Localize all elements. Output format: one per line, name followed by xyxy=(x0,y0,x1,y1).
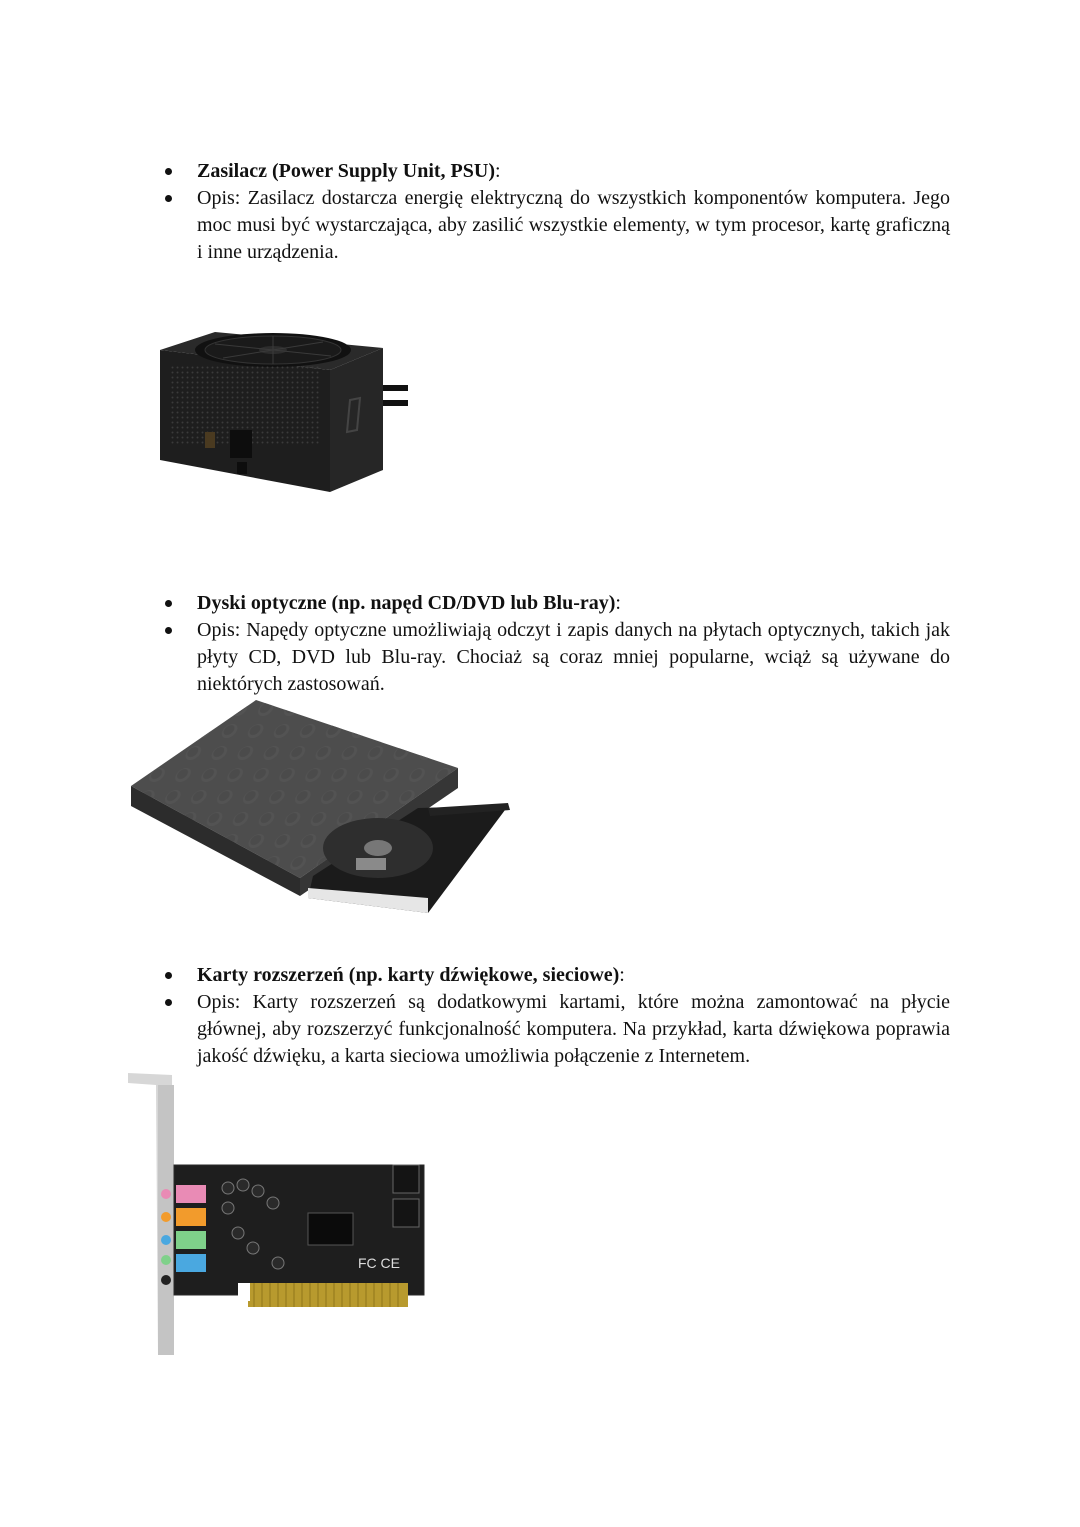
optical-description: Opis: Napędy optyczne umożliwiają odczyt i zapis danych na płytach optycznych, takich jak płyty CD, DVD lub Blu-ray. Chociaż są coraz mniej popularne, wciąż są używane do niektórych zastosowań. xyxy=(197,619,950,695)
section-optical xyxy=(165,590,950,698)
expansion-description-item xyxy=(165,989,950,1070)
bullet-icon xyxy=(165,999,172,1006)
expansion-title: Karty rozszerzeń (np. karty dźwiękowe, sieciowe) xyxy=(197,964,620,986)
optical-drive-image xyxy=(128,698,513,933)
optical-description-item xyxy=(165,617,950,698)
card-label: FC CE xyxy=(358,1255,400,1271)
psu-description: Opis: Zasilacz dostarcza energię elektryczną do wszystkich komponentów komputera. Jego moc musi być wystarczająca, aby zasilić wszystkie elementy, w tym procesor, kartę graficzną i inne urządzenia. xyxy=(197,187,950,263)
power-supply-image xyxy=(155,330,415,500)
bullet-icon xyxy=(165,195,172,202)
psu-title-item: Zasilacz (Power Supply Unit, PSU): xyxy=(165,158,950,185)
bullet-icon xyxy=(165,168,172,175)
bullet-icon xyxy=(165,627,172,634)
bullet-icon xyxy=(165,972,172,979)
section-expansion xyxy=(165,962,950,1070)
expansion-description: Opis: Karty rozszerzeń są dodatkowymi kartami, które można zamontować na płycie głównej, aby rozszerzyć funkcjonalność komputera. Na przykład, karta dźwiękowa poprawia jakość dźwięku, a karta sieciowa umożliwia połączenie z Internetem. xyxy=(197,991,950,1067)
bullet-icon xyxy=(165,600,172,607)
psu-title: Zasilacz (Power Supply Unit, PSU) xyxy=(197,160,495,182)
section-psu xyxy=(165,158,950,266)
optical-title: Dyski optyczne (np. napęd CD/DVD lub Blu-ray) xyxy=(197,592,616,614)
expansion-title-item: Karty rozszerzeń (np. karty dźwiękowe, sieciowe): xyxy=(165,962,950,989)
psu-description-item xyxy=(165,185,950,266)
sound-card-image xyxy=(128,1073,428,1358)
optical-title-item: Dyski optyczne (np. napęd CD/DVD lub Blu-ray): xyxy=(165,590,950,617)
